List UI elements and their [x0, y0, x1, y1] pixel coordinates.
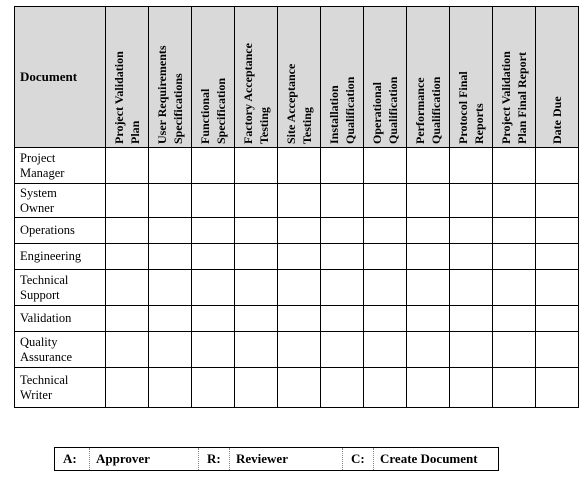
matrix-cell[interactable] [235, 184, 278, 218]
matrix-cell[interactable] [149, 244, 192, 270]
matrix-cell[interactable] [407, 332, 450, 368]
matrix-cell[interactable] [450, 244, 493, 270]
column-header [106, 7, 149, 148]
column-header [278, 7, 321, 148]
matrix-cell[interactable] [192, 148, 235, 184]
document-header: Document [15, 7, 106, 148]
matrix-cell[interactable] [493, 332, 536, 368]
matrix-cell[interactable] [149, 368, 192, 408]
matrix-cell[interactable] [192, 368, 235, 408]
matrix-cell[interactable] [407, 270, 450, 306]
matrix-cell[interactable] [536, 332, 579, 368]
matrix-cell[interactable] [364, 270, 407, 306]
column-header [192, 7, 235, 148]
matrix-cell[interactable] [235, 244, 278, 270]
matrix-cell[interactable] [321, 244, 364, 270]
column-header-label: Project Validation Plan Final Report [499, 51, 529, 144]
matrix-cell[interactable] [321, 306, 364, 332]
matrix-cell[interactable] [192, 218, 235, 244]
column-header-label: Performance Qualification [413, 76, 443, 144]
matrix-cell[interactable] [364, 368, 407, 408]
column-header [493, 7, 536, 148]
table-row [15, 306, 579, 332]
matrix-cell[interactable] [106, 184, 149, 218]
matrix-cell[interactable] [106, 306, 149, 332]
matrix-cell[interactable] [364, 184, 407, 218]
matrix-cell[interactable] [450, 306, 493, 332]
role-label: Operations [15, 218, 106, 244]
column-header-label: Operational Qualification [370, 76, 400, 144]
matrix-cell[interactable] [321, 148, 364, 184]
matrix-cell[interactable] [321, 218, 364, 244]
matrix-cell[interactable] [235, 368, 278, 408]
matrix-cell[interactable] [321, 270, 364, 306]
column-header-label: Installation Qualification [327, 76, 357, 144]
column-header-label: Factory Acceptance Testing [241, 43, 271, 144]
matrix-cell[interactable] [149, 148, 192, 184]
matrix-cell[interactable] [450, 270, 493, 306]
table-row [15, 148, 579, 184]
column-header-label: Date Due [550, 96, 564, 144]
role-label: Project Manager [15, 148, 106, 184]
matrix-cell[interactable] [450, 148, 493, 184]
matrix-cell[interactable] [149, 332, 192, 368]
matrix-cell[interactable] [106, 270, 149, 306]
matrix-cell[interactable] [235, 270, 278, 306]
matrix-cell[interactable] [407, 306, 450, 332]
role-label: Technical Writer [15, 368, 106, 408]
matrix-cell[interactable] [493, 244, 536, 270]
table-row [15, 184, 579, 218]
matrix-cell[interactable] [536, 184, 579, 218]
role-label: Engineering [15, 244, 106, 270]
matrix-cell[interactable] [407, 218, 450, 244]
matrix-body [15, 148, 579, 408]
responsibility-matrix [14, 6, 579, 408]
matrix-cell[interactable] [407, 184, 450, 218]
matrix-cell[interactable] [149, 184, 192, 218]
legend-approver-label: Approver [89, 448, 199, 470]
role-label: Validation [15, 306, 106, 332]
matrix-cell[interactable] [192, 184, 235, 218]
column-header-label: Protocol Final Reports [456, 71, 486, 144]
matrix-cell[interactable] [364, 306, 407, 332]
matrix-cell[interactable] [493, 270, 536, 306]
column-header [149, 7, 192, 148]
matrix-cell[interactable] [106, 368, 149, 408]
matrix-cell[interactable] [407, 244, 450, 270]
matrix-cell[interactable] [321, 368, 364, 408]
matrix-cell[interactable] [536, 244, 579, 270]
matrix-cell[interactable] [493, 306, 536, 332]
matrix-cell[interactable] [364, 332, 407, 368]
column-header-label: User Requirements Specifications [155, 45, 185, 144]
legend-create-key: C: [351, 451, 365, 466]
legend-create-label: Create Document [373, 448, 484, 470]
matrix-cell[interactable] [149, 270, 192, 306]
role-label: Quality Assurance [15, 332, 106, 368]
matrix-cell[interactable] [278, 332, 321, 368]
matrix-cell[interactable] [450, 332, 493, 368]
matrix-cell[interactable] [235, 148, 278, 184]
matrix-cell[interactable] [450, 184, 493, 218]
matrix-cell[interactable] [493, 148, 536, 184]
matrix-cell[interactable] [321, 332, 364, 368]
matrix-cell[interactable] [407, 368, 450, 408]
legend-reviewer-key: R: [207, 451, 221, 466]
table-row [15, 244, 579, 270]
legend-approver-key: A: [63, 451, 77, 466]
matrix-cell[interactable] [536, 218, 579, 244]
matrix-cell[interactable] [493, 218, 536, 244]
matrix-cell[interactable] [278, 270, 321, 306]
matrix-cell[interactable] [364, 244, 407, 270]
column-header [450, 7, 493, 148]
matrix-cell[interactable] [192, 332, 235, 368]
matrix-cell[interactable] [192, 244, 235, 270]
matrix-cell[interactable] [493, 184, 536, 218]
matrix-cell[interactable] [235, 306, 278, 332]
matrix-cell[interactable] [278, 368, 321, 408]
matrix-cell[interactable] [149, 218, 192, 244]
matrix-cell[interactable] [450, 218, 493, 244]
table-row [15, 218, 579, 244]
matrix-cell[interactable] [536, 306, 579, 332]
matrix-cell[interactable] [536, 148, 579, 184]
column-header [407, 7, 450, 148]
matrix-cell[interactable] [493, 368, 536, 408]
role-label: Technical Support [15, 270, 106, 306]
header-row [15, 7, 579, 148]
column-header [321, 7, 364, 148]
column-header [235, 7, 278, 148]
matrix-cell[interactable] [278, 184, 321, 218]
column-header [536, 7, 579, 148]
matrix-cell[interactable] [364, 148, 407, 184]
matrix-cell[interactable] [106, 218, 149, 244]
matrix-cell[interactable] [278, 244, 321, 270]
table-row [15, 368, 579, 408]
matrix-cell[interactable] [106, 148, 149, 184]
matrix-cell[interactable] [278, 218, 321, 244]
matrix-cell[interactable] [536, 270, 579, 306]
matrix-cell[interactable] [450, 368, 493, 408]
matrix-cell[interactable] [278, 306, 321, 332]
table-row [15, 270, 579, 306]
matrix-cell[interactable] [106, 332, 149, 368]
matrix-cell[interactable] [149, 306, 192, 332]
legend-reviewer-label: Reviewer [229, 448, 343, 470]
table-row [15, 332, 579, 368]
column-header [364, 7, 407, 148]
matrix-cell[interactable] [235, 218, 278, 244]
matrix-cell[interactable] [106, 244, 149, 270]
matrix-cell[interactable] [364, 218, 407, 244]
column-header-label: Site Acceptance Testing [284, 63, 314, 144]
matrix-cell[interactable] [278, 148, 321, 184]
matrix-cell[interactable] [407, 148, 450, 184]
matrix-cell[interactable] [536, 368, 579, 408]
column-header-label: Functional Specification [198, 78, 228, 144]
role-label: System Owner [15, 184, 106, 218]
column-header-label: Project Validation Plan [112, 51, 142, 144]
matrix-cell[interactable] [321, 184, 364, 218]
matrix-cell[interactable] [192, 270, 235, 306]
matrix-cell[interactable] [192, 306, 235, 332]
matrix-cell[interactable] [235, 332, 278, 368]
legend-bar [54, 447, 499, 471]
